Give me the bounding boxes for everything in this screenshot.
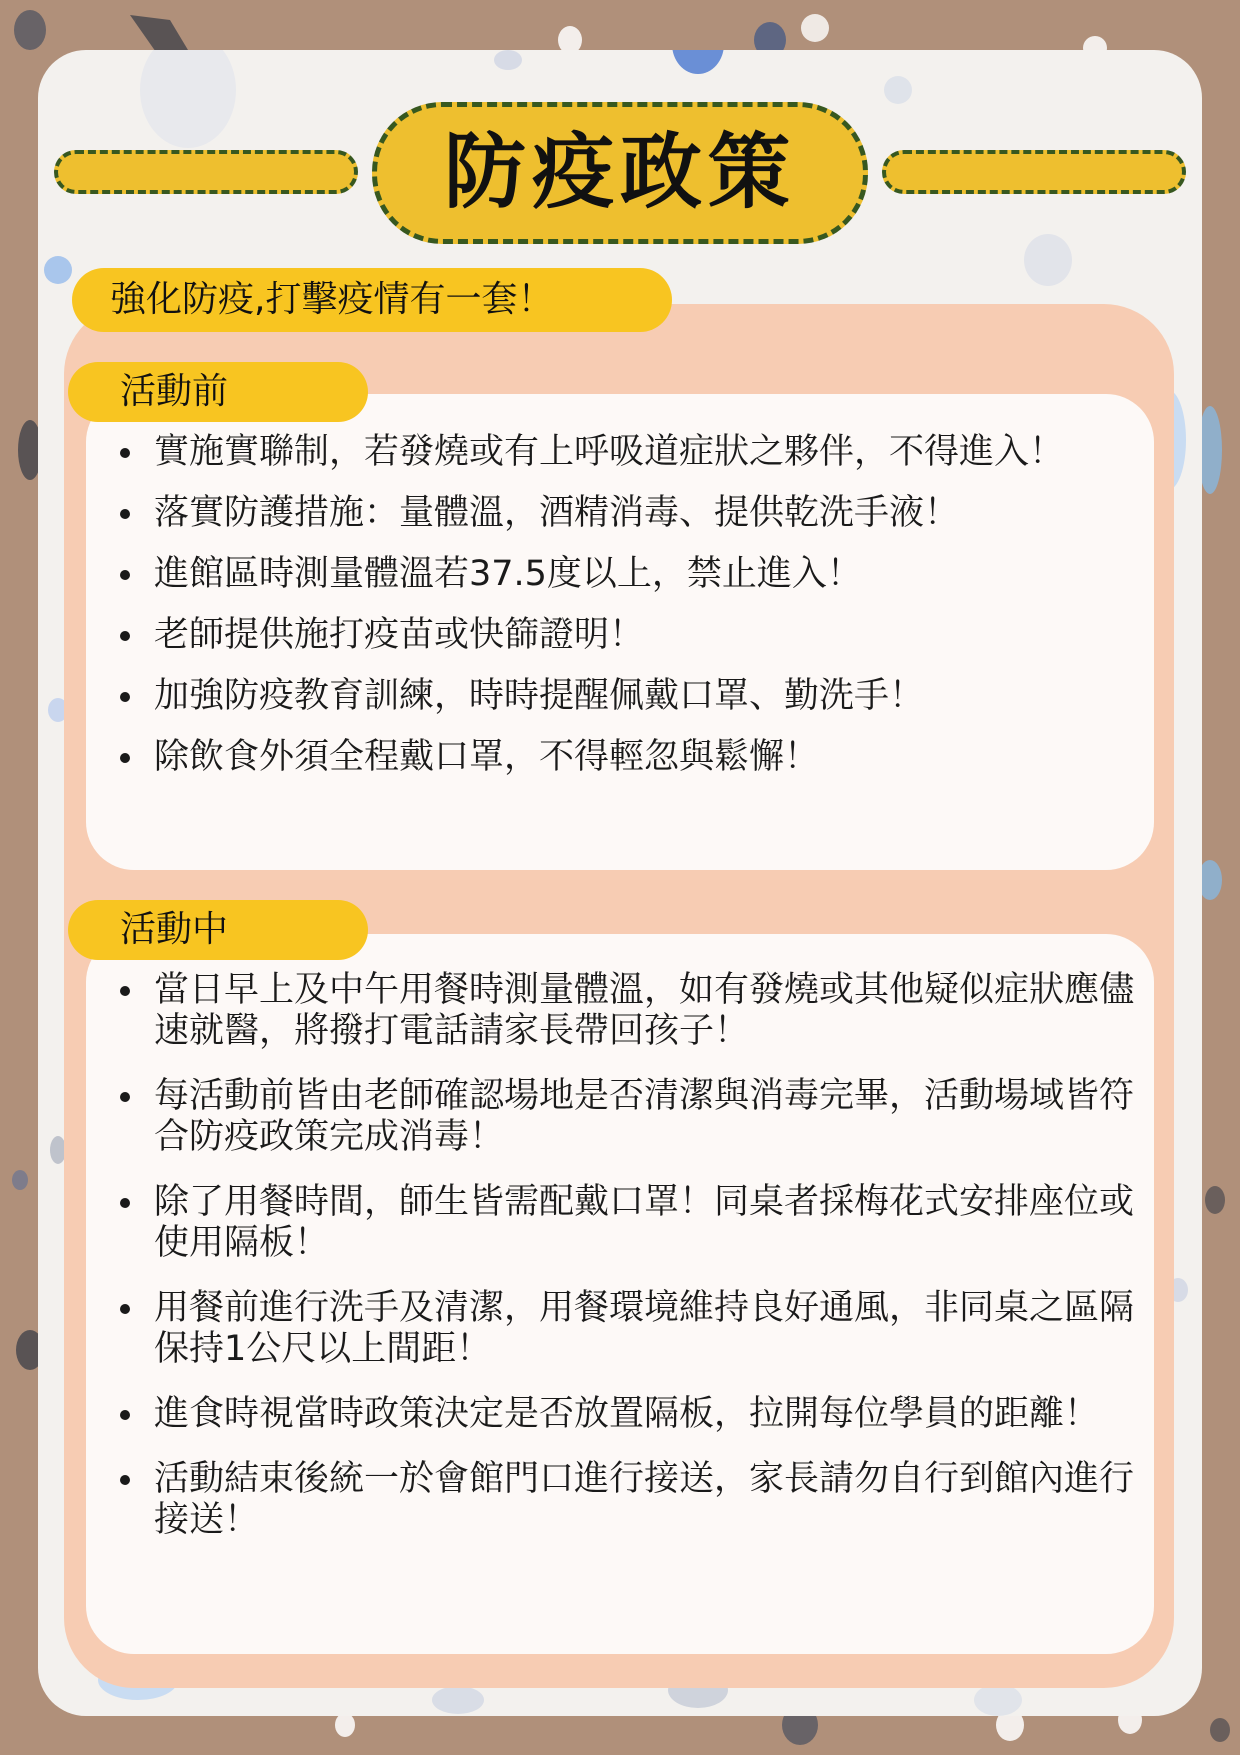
section-label-during xyxy=(68,900,368,960)
list-item: 除飲食外須全程戴口罩，不得輕忽與鬆懈！ xyxy=(120,737,1160,778)
section-title-before: 活動前 xyxy=(120,371,229,412)
title-decoration-left xyxy=(54,150,358,194)
list-item: 每活動前皆由老師確認場地是否清潔與消毒完畢，活動場域皆符合防疫政策完成消毒！ xyxy=(120,1076,1160,1158)
page-title: 防疫政策 xyxy=(443,125,796,220)
list-item: 落實防護措施：量體溫，酒精消毒、提供乾洗手液！ xyxy=(120,493,1160,534)
poster-card xyxy=(38,50,1202,1716)
list-item: 活動結束後統一於會館門口進行接送，家長請勿自行到館內進行接送！ xyxy=(120,1459,1160,1541)
section-label-before xyxy=(68,362,368,422)
before-list xyxy=(120,432,1160,778)
subtitle: 強化防疫,打擊疫情有一套！ xyxy=(110,279,554,320)
title-decoration-right xyxy=(882,150,1186,194)
title-banner xyxy=(372,102,868,244)
list-item: 除了用餐時間，師生皆需配戴口罩！同桌者採梅花式安排座位或使用隔板！ xyxy=(120,1182,1160,1264)
list-item: 用餐前進行洗手及清潔，用餐環境維持良好通風，非同桌之區隔保持1公尺以上間距！ xyxy=(120,1288,1160,1370)
section-title-during: 活動中 xyxy=(120,909,229,950)
list-item: 實施實聯制，若發燒或有上呼吸道症狀之夥伴，不得進入！ xyxy=(120,432,1160,473)
during-list xyxy=(120,970,1160,1541)
subtitle-banner xyxy=(72,268,672,332)
list-item: 加強防疫教育訓練，時時提醒佩戴口罩、勤洗手！ xyxy=(120,676,1160,717)
list-item: 當日早上及中午用餐時測量體溫，如有發燒或其他疑似症狀應儘速就醫，將撥打電話請家長帶回孩子！ xyxy=(120,970,1160,1052)
list-item: 進館區時測量體溫若37.5度以上，禁止進入！ xyxy=(120,554,1160,595)
list-item: 進食時視當時政策決定是否放置隔板，拉開每位學員的距離！ xyxy=(120,1394,1160,1435)
list-item: 老師提供施打疫苗或快篩證明！ xyxy=(120,615,1160,656)
